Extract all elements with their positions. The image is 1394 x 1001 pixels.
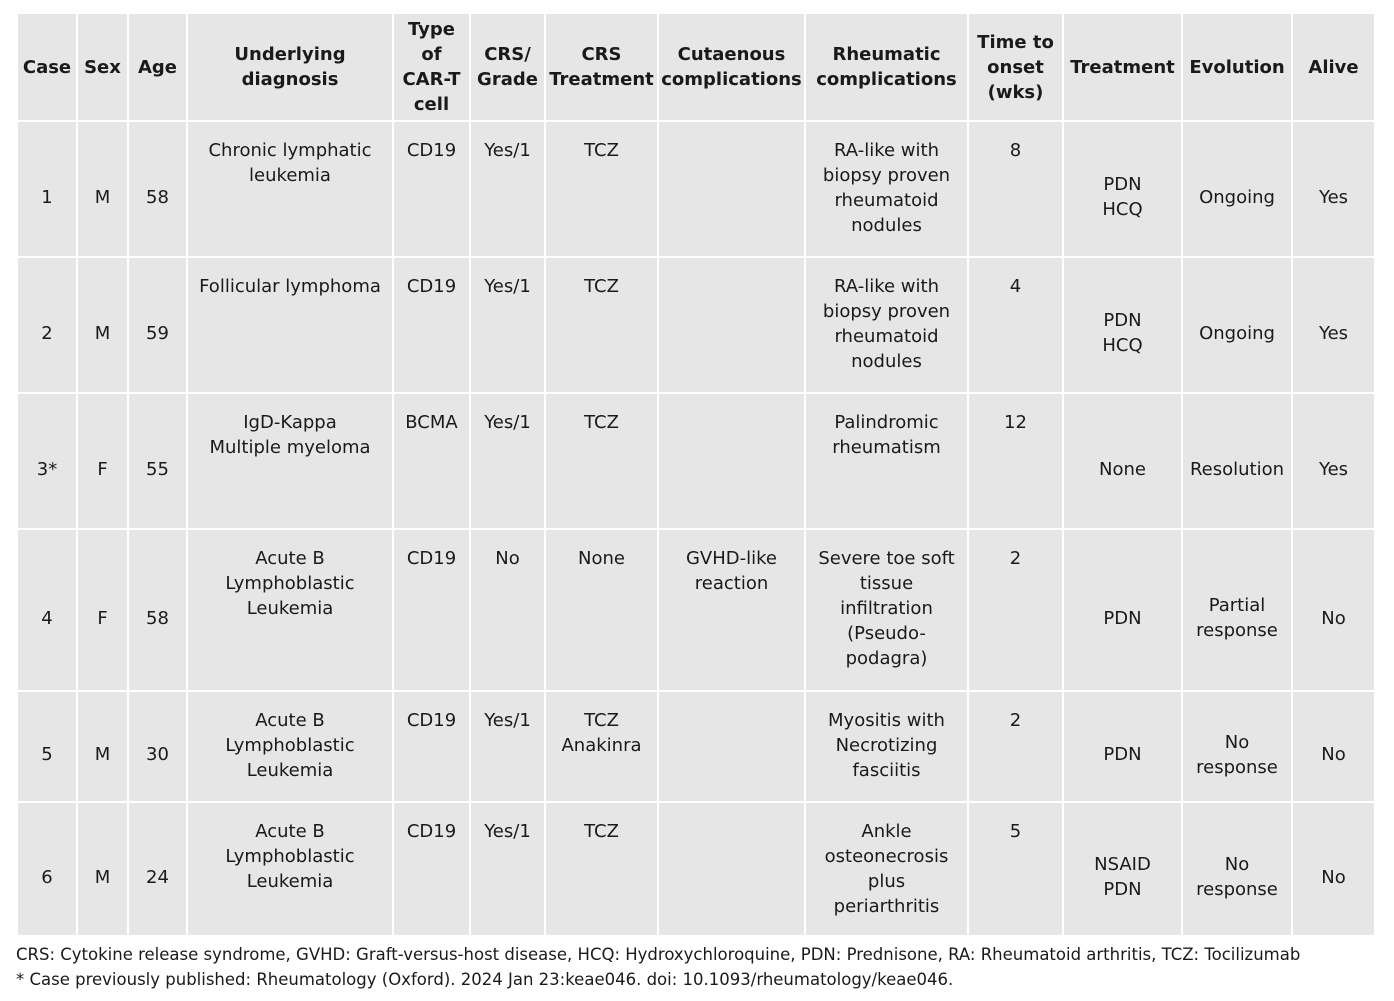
cell-onset [968,691,1063,802]
cell-alive [1292,393,1375,529]
cell-sex [77,121,128,257]
column-header-line: Rheumatic [832,44,941,65]
cell-line: PDN [1103,744,1142,765]
cell-crs_treatment [545,257,658,393]
cell-case [17,257,77,393]
column-header-line: Case [22,56,72,78]
cell-line: RA-like with [834,140,939,161]
cell-line: GVHD-like [685,548,777,569]
column-header-line: Cutaenous [677,44,786,65]
cell-line: 2 [1009,548,1022,569]
cell-line: leukemia [249,165,331,186]
column-header-cart [393,13,470,121]
cell-cutaneous [658,802,805,936]
cell-cart [393,121,470,257]
cell-line: Severe toe soft [818,548,955,569]
column-header-line: Treatment [549,69,654,90]
cell-diagnosis [187,802,393,936]
column-header-line: Sex [84,56,121,78]
cell-line: BCMA [405,412,458,433]
cell-treatment [1063,257,1182,393]
cell-age [128,257,187,393]
column-header-line: onset [987,56,1044,78]
column-header-line: Underlying diagnosis [234,44,346,90]
cell-sex [77,691,128,802]
cell-onset [968,393,1063,529]
cell-line: Lymphoblastic [225,573,355,594]
cell-line: CD19 [406,710,457,731]
cell-line: CD19 [406,140,457,161]
cell-evolution [1182,691,1292,802]
cell-line: rheumatoid [834,190,939,211]
cell-line: Yes [1318,186,1349,208]
column-header-treatment [1063,13,1182,121]
column-header-case [17,13,77,121]
cell-line: Yes/1 [484,412,531,433]
cell-line: plus [867,871,906,892]
cell-line: 12 [1004,412,1027,433]
cell-onset [968,257,1063,393]
cell-cart [393,257,470,393]
column-header-diagnosis [187,13,393,121]
cell-cart [393,529,470,691]
cell-line: infiltration [840,598,933,619]
cell-age [128,121,187,257]
cell-line: No [1224,731,1250,753]
cell-line: Acute B [255,710,325,731]
case-table-container [16,12,1376,937]
cell-treatment [1063,691,1182,802]
cell-diagnosis [187,529,393,691]
cell-line: CD19 [406,548,457,569]
cell-sex [77,529,128,691]
cell-diagnosis [187,257,393,393]
cell-age [128,393,187,529]
cell-line: M [94,186,111,208]
table-row [17,802,1375,936]
cell-line: NSAID [1094,854,1151,875]
cell-line: Multiple myeloma [209,437,371,458]
column-header-rheumatic [805,13,968,121]
column-header-line: Time to [977,31,1054,53]
abbreviations-note: CRS: Cytokine release syndrome, GVHD: Graft-versus-host disease, HCQ: Hydroxychloroquine, PDN: Prednisone, RA: Rheumatoid arthritis, TCZ: Tocilizumab [16,945,1301,964]
cell-line: Ongoing [1199,186,1275,208]
cell-line: Palindromic [834,412,939,433]
cell-line: 2 [1009,710,1022,731]
cell-line: Yes/1 [484,821,531,842]
cell-sex [77,257,128,393]
cell-line: IgD-Kappa [243,412,337,433]
cell-line: HCQ [1102,199,1143,220]
cell-treatment [1063,529,1182,691]
cell-cutaneous [658,121,805,257]
column-header-line: Evolution [1189,56,1285,78]
cell-crs [470,257,545,393]
cell-line: Partial [1208,595,1266,616]
cell-line: (Pseudo- [847,623,926,644]
cell-line: 5 [41,744,53,765]
cell-age [128,802,187,936]
cell-line: Acute B [255,548,325,569]
column-header-alive [1292,13,1375,121]
cell-line: PDN [1103,174,1142,195]
cell-line: 8 [1009,140,1022,161]
table-row [17,691,1375,802]
cell-line: PDN [1103,879,1142,900]
cell-line: 59 [146,322,169,344]
cell-line: 55 [146,458,169,480]
cell-line: Ankle [861,821,912,842]
cell-rheumatic [805,802,968,936]
cell-line: TCZ [584,140,619,161]
cell-alive [1292,802,1375,936]
column-header-line: Treatment [1070,56,1175,78]
cell-line: PDN [1103,310,1142,331]
cell-line: No [495,548,520,569]
cell-line: PDN [1103,607,1142,629]
cell-crs_treatment [545,393,658,529]
cell-line: TCZ [584,821,619,842]
cell-onset [968,121,1063,257]
cell-line: None [578,548,625,569]
cell-line: nodules [851,215,922,236]
cell-line: CD19 [406,821,457,842]
cell-line: Leukemia [246,598,334,619]
cell-line: 6 [41,866,53,888]
column-header-evolution [1182,13,1292,121]
cell-line: 1 [41,186,53,208]
cell-crs [470,121,545,257]
column-header-cutaneous [658,13,805,121]
cell-line: None [1099,458,1146,480]
cell-line: Leukemia [246,760,334,781]
cell-line: TCZ [584,710,619,731]
cell-line: 2 [41,322,53,344]
table-row [17,121,1375,257]
column-header-line: complications [661,69,802,90]
table-row [17,257,1375,393]
column-header-line: Age [137,56,178,78]
cell-line: Anakinra [561,735,642,756]
cell-onset [968,529,1063,691]
cell-diagnosis [187,121,393,257]
cell-rheumatic [805,529,968,691]
cell-line: rheumatoid [834,326,939,347]
cell-cart [393,393,470,529]
cell-line: 4 [41,607,53,629]
column-header-line: of [421,44,442,65]
cell-alive [1292,529,1375,691]
cell-diagnosis [187,691,393,802]
cell-line: F [97,607,108,629]
column-header-line: CRS/ [484,44,531,65]
cell-line: Yes/1 [484,276,531,297]
column-header-line: cell [413,94,450,115]
cell-crs_treatment [545,529,658,691]
cell-rheumatic [805,257,968,393]
cell-crs_treatment [545,691,658,802]
table-body [17,121,1375,936]
cell-crs [470,802,545,936]
column-header-line: CAR-T [402,69,461,90]
cell-line: 24 [146,866,169,888]
cell-case [17,121,77,257]
cell-line: Myositis with [828,710,945,731]
cell-case [17,802,77,936]
column-header-line: Alive [1308,56,1359,78]
cell-line: 58 [146,186,169,208]
cell-line: tissue [859,573,914,594]
cell-line: TCZ [584,412,619,433]
cell-line: response [1196,620,1278,641]
cell-case [17,393,77,529]
cell-line: No [1224,854,1250,875]
cell-line: biopsy proven [822,165,951,186]
cell-line: periarthritis [833,896,940,917]
cell-rheumatic [805,393,968,529]
column-header-line: CRS [581,44,622,65]
column-header-line: Grade [477,69,538,90]
cell-line: fasciitis [852,760,921,781]
column-header-age [128,13,187,121]
cell-line: No [1321,744,1346,765]
cell-rheumatic [805,121,968,257]
cell-case [17,529,77,691]
cell-line: reaction [694,573,769,594]
column-header-crs_treatment [545,13,658,121]
cell-line: No [1321,607,1346,629]
cell-line: response [1196,756,1278,778]
cell-case [17,691,77,802]
cell-cutaneous [658,393,805,529]
cell-sex [77,802,128,936]
cell-cutaneous [658,529,805,691]
cell-line: Acute B [255,821,325,842]
cell-line: Follicular lymphoma [199,276,381,297]
cell-crs_treatment [545,802,658,936]
cell-line: Necrotizing [835,735,938,756]
cell-alive [1292,691,1375,802]
cell-line: F [97,458,108,480]
cell-line: TCZ [584,276,619,297]
cell-line: Lymphoblastic [225,735,355,756]
cell-cutaneous [658,257,805,393]
cell-line: nodules [851,351,922,372]
cell-line: M [94,744,111,765]
cell-treatment [1063,393,1182,529]
cell-line: response [1196,879,1278,900]
cell-line: 5 [1009,821,1022,842]
table-row [17,393,1375,529]
cell-crs [470,393,545,529]
cell-treatment [1063,802,1182,936]
cell-cart [393,802,470,936]
cell-onset [968,802,1063,936]
cell-line: No [1321,866,1346,888]
column-header-line: complications [816,69,957,90]
cell-crs_treatment [545,121,658,257]
cell-evolution [1182,257,1292,393]
cell-line: Chronic lymphatic [208,140,372,161]
cell-line: HCQ [1102,335,1143,356]
cell-line: M [94,866,111,888]
cell-evolution [1182,121,1292,257]
cell-treatment [1063,121,1182,257]
cell-line: Yes/1 [484,140,531,161]
cell-line: podagra) [845,648,928,669]
cell-line: 3* [36,458,58,480]
cell-diagnosis [187,393,393,529]
cell-age [128,529,187,691]
cell-line: rheumatism [832,437,941,458]
cell-evolution [1182,393,1292,529]
cell-crs [470,529,545,691]
cell-line: 30 [146,744,169,765]
cell-line: Lymphoblastic [225,846,355,867]
column-header-sex [77,13,128,121]
case-table [16,12,1376,937]
cell-sex [77,393,128,529]
cell-alive [1292,257,1375,393]
cell-line: Leukemia [246,871,334,892]
table-header-row [17,13,1375,121]
cell-line: 58 [146,607,169,629]
column-header-onset [968,13,1063,121]
column-header-crs [470,13,545,121]
cell-line: Yes [1318,458,1349,480]
cell-line: M [94,322,111,344]
cell-crs [470,691,545,802]
cell-line: RA-like with [834,276,939,297]
cell-line: CD19 [406,276,457,297]
cell-alive [1292,121,1375,257]
cell-line: Resolution [1189,458,1285,480]
cell-evolution [1182,802,1292,936]
cell-line: Ongoing [1199,322,1275,344]
table-row [17,529,1375,691]
cell-line: 4 [1009,276,1022,297]
cell-line: Yes/1 [484,710,531,731]
cell-line: biopsy proven [822,301,951,322]
cell-age [128,691,187,802]
table-footnotes [16,942,1386,992]
cell-rheumatic [805,691,968,802]
column-header-line: Type [408,19,455,40]
column-header-line: (wks) [987,81,1044,103]
cell-cutaneous [658,691,805,802]
case-previously-published-note: * Case previously published: Rheumatology (Oxford). 2024 Jan 23:keae046. doi: 10.1093/rheumatology/keae046. [16,970,954,989]
cell-cart [393,691,470,802]
cell-line: Yes [1318,322,1349,344]
cell-evolution [1182,529,1292,691]
cell-line: osteonecrosis [824,846,949,867]
